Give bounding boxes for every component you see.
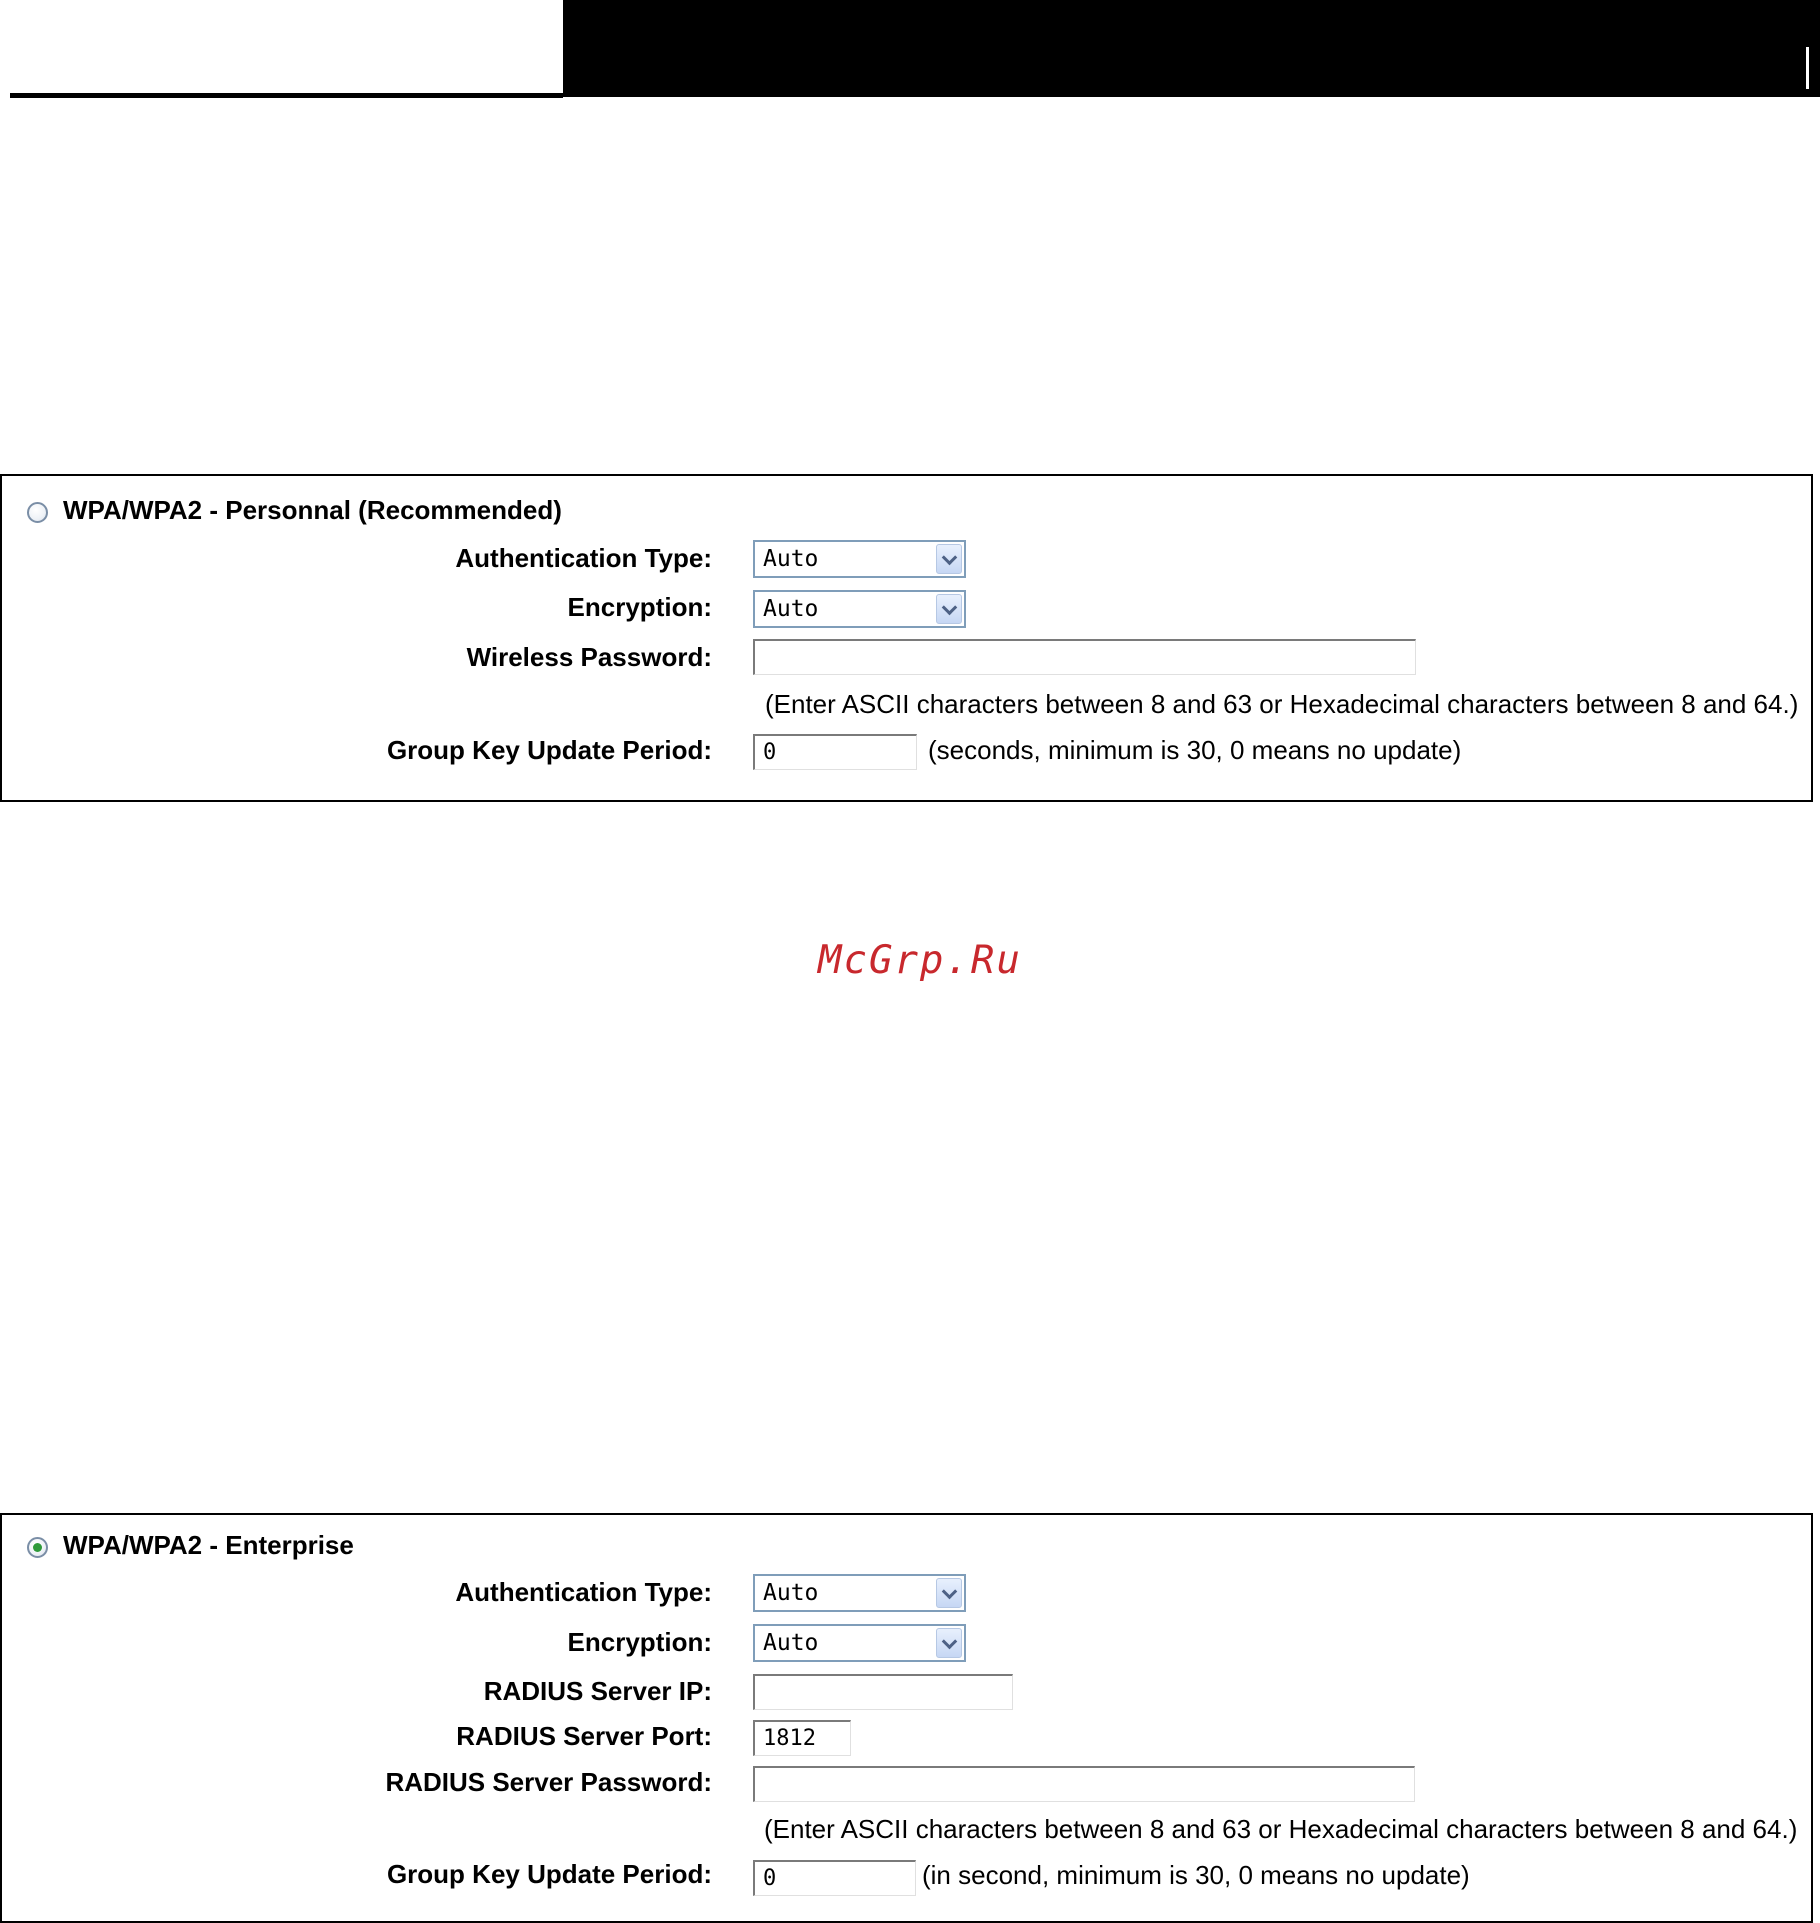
radius-port-field[interactable] — [753, 1720, 851, 1756]
wpa-enterprise-title: WPA/WPA2 - Enterprise — [63, 1530, 354, 1560]
wpa-enterprise-radio[interactable] — [27, 1537, 48, 1558]
radius-password-field[interactable] — [753, 1766, 1415, 1802]
enterprise-password-hint: (Enter ASCII characters between 8 and 63 or Hexadecimal characters between 8 and 64.) — [764, 1814, 1798, 1844]
enterprise-auth-type-select[interactable] — [753, 1574, 966, 1612]
personal-password-hint: (Enter ASCII characters between 8 and 63 or Hexadecimal characters between 8 and 64.) — [765, 689, 1799, 719]
chevron-down-icon[interactable] — [936, 1628, 962, 1658]
wpa-enterprise-panel — [0, 1513, 1813, 1923]
enterprise-encryption-select[interactable] — [753, 1624, 966, 1662]
wireless-password-field[interactable] — [753, 639, 1416, 675]
personal-encryption-value: Auto — [763, 596, 819, 622]
radius-port-label: RADIUS Server Port: — [456, 1721, 712, 1751]
chevron-down-icon[interactable] — [936, 544, 962, 574]
personal-encryption-select[interactable] — [753, 590, 966, 628]
enterprise-group-key-label: Group Key Update Period: — [386, 1859, 712, 1889]
radius-password-label: RADIUS Server Password: — [385, 1767, 712, 1797]
page-header-bar — [563, 0, 1820, 97]
personal-group-key-label: Group Key Update Period: — [386, 735, 712, 765]
personal-auth-type-label: Authentication Type: — [455, 543, 712, 573]
radius-ip-field[interactable] — [753, 1674, 1013, 1710]
radius-port-value: 1812 — [763, 1726, 816, 1751]
enterprise-group-key-value: 0 — [763, 1866, 777, 1891]
personal-group-key-field[interactable] — [753, 734, 917, 770]
enterprise-group-key-hint: (in second, minimum is 30, 0 means no update) — [922, 1860, 1470, 1890]
header-rule — [10, 93, 563, 98]
chevron-down-icon[interactable] — [936, 594, 962, 624]
watermark: McGrp.Ru — [818, 938, 1022, 983]
enterprise-auth-type-label: Authentication Type: — [455, 1577, 712, 1607]
personal-group-key-hint: (seconds, minimum is 30, 0 means no update) — [928, 735, 1462, 765]
enterprise-group-key-field[interactable] — [753, 1860, 916, 1896]
personal-group-key-value: 0 — [763, 740, 777, 765]
wpa-personal-title: WPA/WPA2 - Personnal (Recommended) — [63, 495, 562, 525]
enterprise-encryption-value: Auto — [763, 1630, 819, 1656]
personal-encryption-label: Encryption: — [567, 592, 712, 622]
chevron-down-icon[interactable] — [936, 1578, 962, 1608]
header-divider — [1806, 47, 1809, 89]
enterprise-auth-type-value: Auto — [763, 1580, 819, 1606]
wpa-personal-panel — [0, 474, 1813, 802]
personal-auth-type-select[interactable] — [753, 540, 966, 578]
enterprise-encryption-label: Encryption: — [567, 1627, 712, 1657]
radius-ip-label: RADIUS Server IP: — [483, 1676, 712, 1706]
wireless-password-label: Wireless Password: — [466, 642, 712, 672]
wpa-personal-radio[interactable] — [27, 502, 48, 523]
personal-auth-type-value: Auto — [763, 546, 819, 572]
